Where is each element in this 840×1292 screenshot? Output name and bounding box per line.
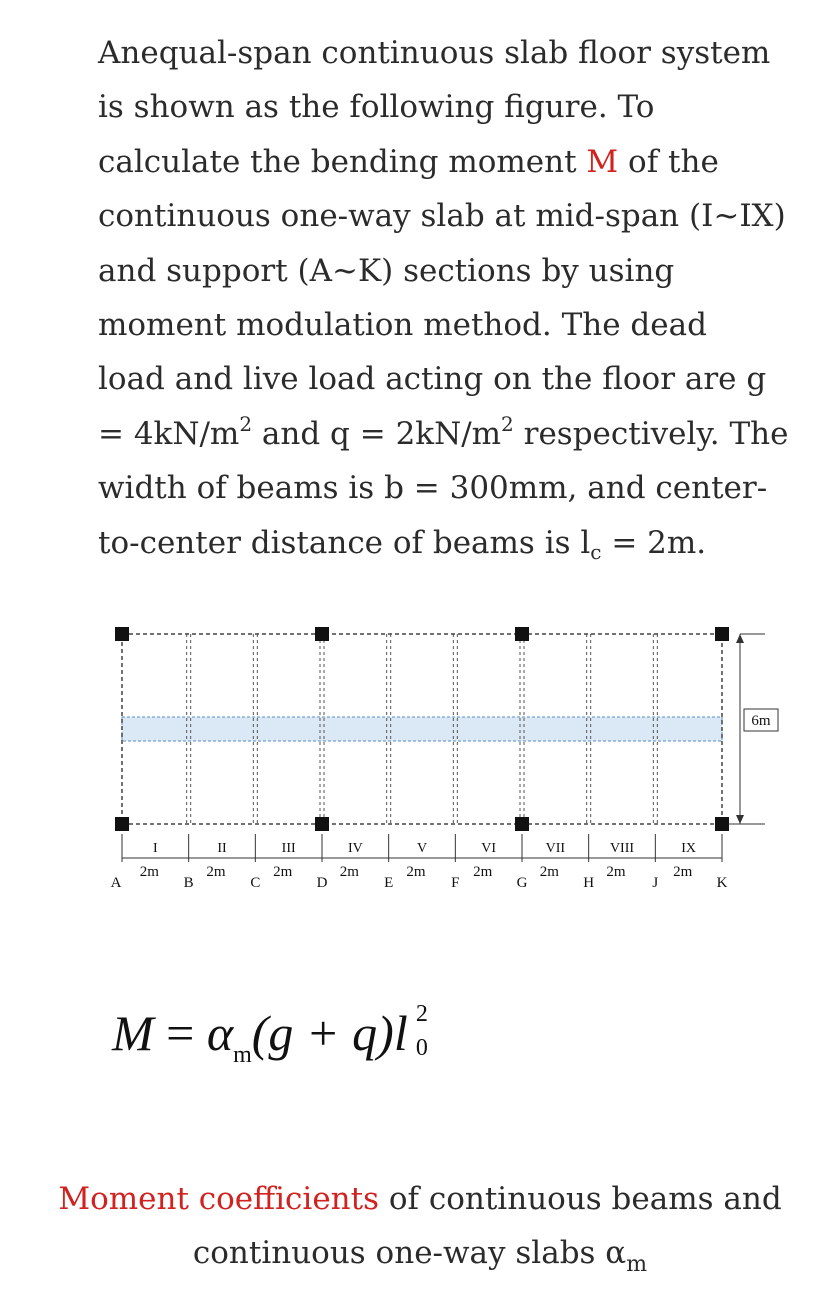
span-length-label: 2m [673, 864, 693, 880]
column [315, 817, 329, 831]
moment-symbol: M [586, 143, 619, 180]
caption-rest: of continuous beams and [379, 1181, 782, 1217]
support-label: J [652, 875, 659, 891]
span-label: VIII [609, 841, 635, 856]
problem-line-7: load and live load acting on the floor are g [98, 361, 767, 398]
span-length-label: 2m [473, 864, 493, 880]
line-8-sup-1: 2 [239, 411, 253, 436]
slab-floor-plan-figure [100, 612, 790, 902]
span-length-label: 2m [339, 864, 359, 880]
span-length-label: 2m [206, 864, 226, 880]
line-8-b: and q = 2kN/m [252, 415, 502, 452]
problem-line-10 [98, 516, 818, 570]
dimension-label: 6m [751, 713, 771, 729]
problem-line-6: moment modulation method. The dead [98, 307, 707, 344]
moment-formula [112, 1001, 428, 1068]
formula-load: (g + q) [251, 1005, 394, 1061]
support-label: A [110, 875, 122, 891]
column [115, 817, 129, 831]
support-label: F [451, 875, 460, 891]
support-label: C [250, 875, 261, 891]
span-label: I [152, 841, 158, 856]
span-label: III [281, 841, 296, 856]
problem-statement [98, 26, 818, 570]
span-length-label: 2m [406, 864, 426, 880]
problem-line-9: width of beams is b = 300mm, and center- [98, 470, 768, 507]
span-length-label: 2m [139, 864, 159, 880]
problem-line-5: and support (A~K) sections by using [98, 252, 675, 289]
caption-line-1 [0, 1172, 840, 1226]
problem-line-8 [98, 407, 818, 461]
support-label: D [316, 875, 328, 891]
span-label: VI [481, 841, 497, 856]
formula-l: l [393, 1005, 408, 1061]
span-length-label: 2m [539, 864, 559, 880]
column [115, 627, 129, 641]
caption-highlight: Moment coefficients [58, 1181, 380, 1217]
caption-line-2 [0, 1226, 840, 1292]
line-10-sub: c [590, 539, 602, 564]
formula-l-sub: 0 [415, 1035, 428, 1061]
formula-l-sup: 2 [415, 1001, 428, 1027]
continuous-beam-diagram [111, 834, 728, 891]
formula-alpha: α [206, 1005, 234, 1061]
column [315, 627, 329, 641]
span-label: II [217, 841, 227, 856]
column [715, 817, 729, 831]
problem-line-1: Anequal-span continuous slab floor system [98, 35, 771, 71]
formula-alpha-sub: m [233, 1042, 252, 1068]
problem-line-2: is shown as the following figure. To [98, 89, 655, 126]
line-10-b: = 2m. [601, 524, 707, 561]
column [715, 627, 729, 641]
formula-equals: = [166, 1005, 195, 1061]
problem-line-3-b: of the [618, 143, 719, 180]
support-label: K [716, 875, 728, 891]
span-label: V [416, 841, 428, 856]
formula-span [393, 1001, 428, 1061]
problem-line-3 [98, 135, 818, 189]
support-label: G [516, 875, 528, 891]
line-8-a: = 4kN/m [98, 415, 240, 452]
slab-strip-highlight [122, 717, 722, 741]
support-label: E [384, 875, 394, 891]
span-length-label: 2m [606, 864, 626, 880]
formula-lhs: M [112, 1005, 154, 1061]
line-8-c: respectively. The [513, 415, 789, 452]
floor-plan [115, 627, 778, 831]
caption-line-2-text: continuous one-way slabs α [192, 1235, 627, 1271]
caption-line-2-sub: m [626, 1252, 648, 1277]
column [515, 627, 529, 641]
column [515, 817, 529, 831]
line-8-sup-2: 2 [501, 411, 514, 436]
span-label: IV [347, 841, 363, 856]
line-10-a: to-center distance of beams is l [98, 524, 591, 561]
span-label: VII [545, 841, 566, 856]
span-length-label: 2m [273, 864, 293, 880]
problem-line-3-a: calculate the bending moment [98, 143, 587, 180]
problem-line-4: continuous one-way slab at mid-span (I~IX) [98, 198, 786, 235]
support-label: H [583, 875, 595, 891]
support-label: B [183, 875, 194, 891]
span-label: IX [681, 841, 697, 856]
